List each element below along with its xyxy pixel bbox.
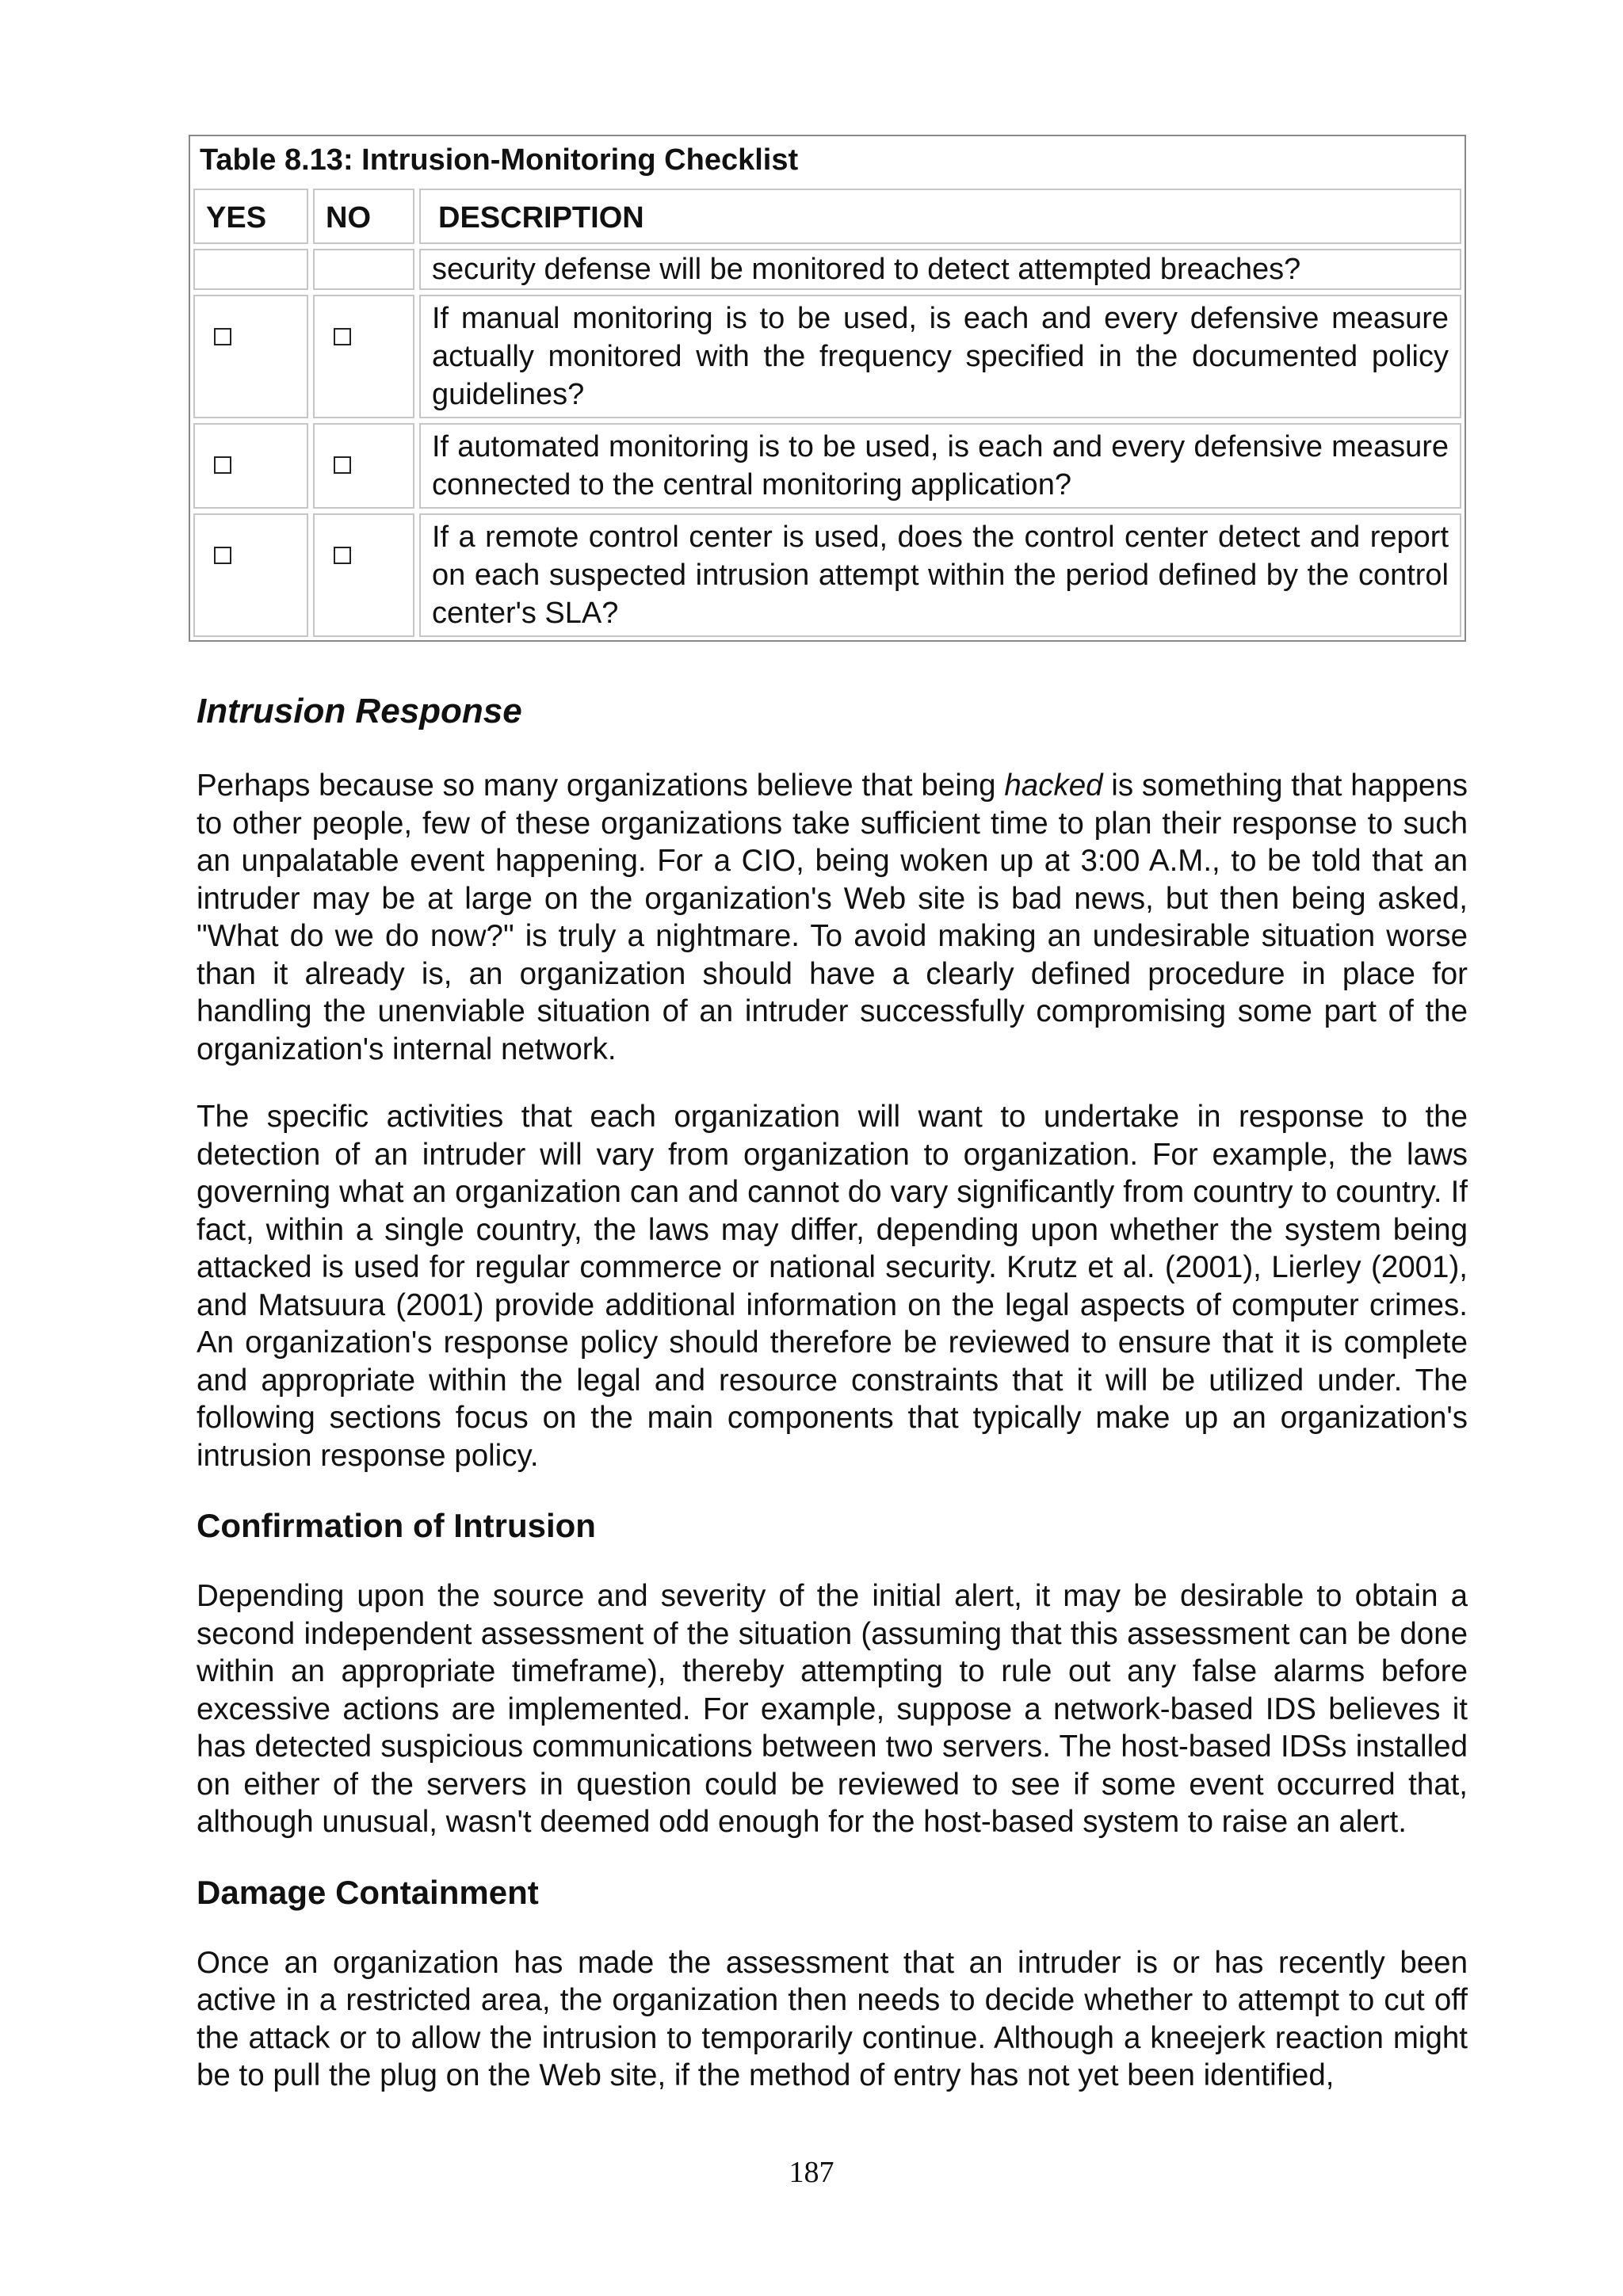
paragraph: Once an organization has made the assessment that an intruder is or has recently been active in a restricted area, the organization then needs to decide whether to attempt to cut off the attack or to allow the intrusion to temporarily continue. Although a kneejerk reaction might be to pull the plug on the Web site, if the method of entry has not yet been identified,: [197, 1945, 1468, 2092]
yes-cell: [193, 295, 308, 418]
description-cell: If a remote control center is used, does the control center detect and report on each suspected intrusion attempt within the period defined by the control center's SLA?: [419, 513, 1461, 637]
table-row: [193, 423, 1461, 509]
paragraph: Depending upon the source and severity of the initial alert, it may be desirable to obtain a second independent assessment of the situation (assuming that this assessment can be done within an appropriate timeframe), thereby attempting to rule out any false alarms before excessive actions are implemented. For example, suppose a network-based IDS believes it has detected suspicious communications between two servers. The host-based IDSs installed on either of the servers in question could be reviewed to see if some event occurred that, although unusual, wasn't deemed odd enough for the host-based system to raise an alert.: [197, 1579, 1468, 1839]
no-checkbox[interactable]: [334, 328, 351, 345]
page-number: 187: [789, 2156, 834, 2189]
table-row: [193, 513, 1461, 637]
no-cell: [313, 295, 414, 418]
subheading-confirmation-of-intrusion: Confirmation of Intrusion: [197, 1507, 596, 1544]
header-yes: YES: [193, 189, 308, 244]
description-cell: security defense will be monitored to detect attempted breaches?: [419, 249, 1461, 290]
yes-cell: [193, 513, 308, 637]
emphasis-text: hacked: [1004, 769, 1103, 803]
yes-cell: [193, 249, 308, 290]
yes-checkbox[interactable]: [214, 456, 231, 474]
section-heading-intrusion-response: Intrusion Response: [197, 692, 522, 730]
description-cell: If automated monitoring is to be used, is each and every defensive measure connected to the central monitoring application?: [419, 423, 1461, 509]
no-checkbox[interactable]: [334, 547, 351, 564]
paragraph-text: Perhaps because so many organizations believe that being: [197, 769, 1005, 803]
table-row: [193, 249, 1461, 290]
paragraph-text: is something that happens to other people, few of these organizations take sufficient time to plan their response to such an unpalatable event happening. For a CIO, being woken up at 3:00 A.M., to be told that an intruder may be at large on the organization's Web site is bad news, but then being asked, "What do we do now?" is truly a nightmare. To avoid making an undesirable situation worse than it already is, an organization should have a clearly defined procedure in place for handling the unenviable situation of an intruder successfully compromising some part of the organization's internal network.: [197, 769, 1468, 1066]
yes-checkbox[interactable]: [214, 328, 231, 345]
yes-cell: [193, 423, 308, 509]
intrusion-monitoring-checklist-table: [189, 135, 1466, 642]
no-cell: [313, 423, 414, 509]
table-header-row: [193, 189, 1461, 244]
table-caption: Table 8.13: Intrusion-Monitoring Checklist: [200, 143, 799, 177]
no-cell: [313, 249, 414, 290]
no-cell: [313, 513, 414, 637]
description-cell: If manual monitoring is to be used, is each and every defensive measure actually monitored with the frequency specified in the documented policy guidelines?: [419, 295, 1461, 418]
header-no: NO: [313, 189, 414, 244]
no-checkbox[interactable]: [334, 456, 351, 474]
header-description: DESCRIPTION: [419, 189, 1461, 244]
paragraph: The specific activities that each organization will want to undertake in response to the detection of an intruder will vary from organization to organization. For example, the laws governing what an organization can and cannot do vary significantly from country to country. If fact, within a single country, the laws may differ, depending upon whether the system being attacked is used for regular commerce or national security. Krutz et al. (2001), Lierley (2001), and Matsuura (2001) provide additional information on the legal aspects of computer crimes. An organization's response policy should therefore be reviewed to ensure that it is complete and appropriate within the legal and resource constraints that it will be utilized under. The following sections focus on the main components that typically make up an organization's intrusion response policy.: [197, 1100, 1468, 1473]
subheading-damage-containment: Damage Containment: [197, 1873, 539, 1911]
table-row: [193, 295, 1461, 418]
yes-checkbox[interactable]: [214, 547, 231, 564]
body-content: [197, 689, 1468, 2125]
paragraph: [197, 767, 1468, 1068]
